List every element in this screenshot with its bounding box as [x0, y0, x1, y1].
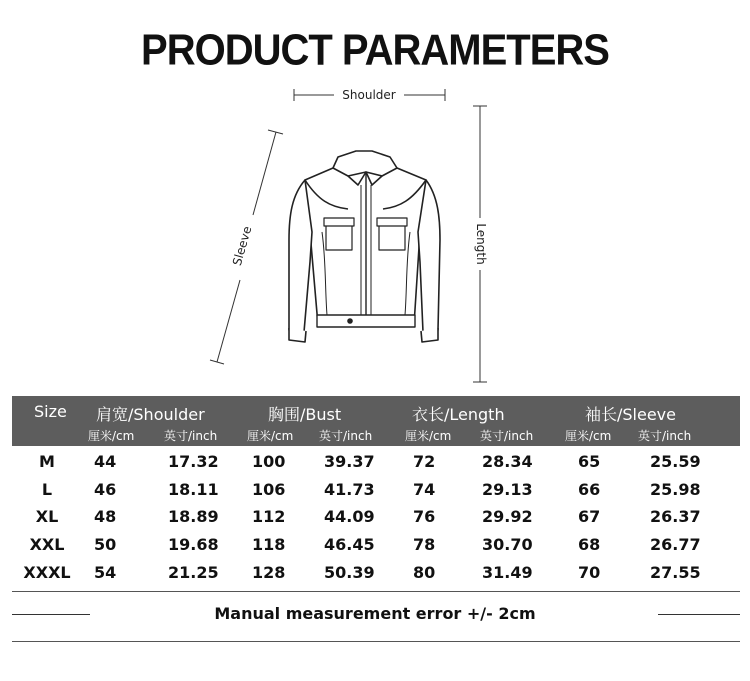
sleeve-header: 袖长/Sleeve — [585, 405, 676, 424]
bottom-divider — [12, 641, 740, 642]
value-cell: 80 — [413, 562, 436, 582]
value-cell: 39.37 — [324, 452, 375, 471]
size-cell: M — [39, 452, 55, 471]
value-cell: 100 — [252, 452, 286, 471]
value-cell: 26.37 — [650, 507, 701, 527]
value-cell: 48 — [94, 507, 117, 527]
sleeve-cm-header: 厘米/cm — [565, 429, 612, 443]
table-row — [12, 452, 740, 480]
table-row — [12, 507, 740, 535]
bust-inch-header: 英寸/inch — [319, 429, 373, 443]
size-cell: XXL — [29, 535, 65, 555]
table-row — [12, 563, 740, 591]
value-cell: 128 — [252, 562, 286, 582]
value-cell: 30.70 — [482, 535, 533, 555]
value-cell: 25.59 — [650, 452, 701, 471]
length-inch-header: 英寸/inch — [480, 429, 534, 443]
page-title: PRODUCT PARAMETERS — [141, 25, 609, 75]
shoulder-inch-header: 英寸/inch — [164, 429, 218, 443]
table-row — [12, 480, 740, 508]
jacket-illustration — [289, 151, 440, 342]
value-cell: 67 — [578, 507, 601, 527]
value-cell: 44 — [94, 452, 117, 471]
value-cell: 54 — [94, 562, 117, 582]
value-cell: 118 — [252, 535, 286, 555]
value-cell: 28.34 — [482, 452, 533, 471]
value-cell: 31.49 — [482, 562, 533, 582]
value-cell: 41.73 — [324, 479, 375, 499]
value-cell: 21.25 — [168, 562, 219, 582]
table-header — [12, 396, 740, 446]
table-bottom-divider — [12, 591, 740, 592]
shoulder-label: Shoulder — [342, 88, 396, 102]
value-cell: 65 — [578, 452, 601, 471]
value-cell: 72 — [413, 452, 436, 471]
measurement-note: Manual measurement error +/- 2cm — [214, 604, 536, 623]
value-cell: 74 — [413, 479, 436, 499]
value-cell: 29.13 — [482, 479, 533, 499]
shoulder-cm-header: 厘米/cm — [88, 429, 135, 443]
size-cell: XXXL — [23, 562, 71, 582]
value-cell: 66 — [578, 479, 601, 499]
value-cell: 27.55 — [650, 562, 701, 582]
value-cell: 25.98 — [650, 479, 701, 499]
value-cell: 26.77 — [650, 535, 701, 555]
value-cell: 18.89 — [168, 507, 219, 527]
value-cell: 70 — [578, 562, 601, 582]
size-cell: XL — [35, 507, 59, 527]
bust-header: 胸围/Bust — [268, 405, 342, 424]
value-cell: 68 — [578, 535, 601, 555]
length-header: 衣长/Length — [412, 405, 505, 424]
table-row — [12, 535, 740, 563]
value-cell: 18.11 — [168, 479, 219, 499]
size-header: Size — [34, 402, 67, 421]
value-cell: 44.09 — [324, 507, 375, 527]
size-cell: L — [41, 479, 53, 499]
value-cell: 106 — [252, 479, 286, 499]
value-cell: 19.68 — [168, 535, 219, 555]
value-cell: 46 — [94, 479, 117, 499]
value-cell: 112 — [252, 507, 286, 527]
value-cell: 46.45 — [324, 535, 375, 555]
sleeve-label: Sleeve — [229, 224, 255, 268]
length-label: Length — [474, 223, 488, 265]
value-cell: 76 — [413, 507, 436, 527]
bust-cm-header: 厘米/cm — [247, 429, 294, 443]
value-cell: 17.32 — [168, 452, 219, 471]
length-cm-header: 厘米/cm — [405, 429, 452, 443]
sleeve-inch-header: 英寸/inch — [638, 429, 692, 443]
value-cell: 50.39 — [324, 562, 375, 582]
value-cell: 29.92 — [482, 507, 533, 527]
shoulder-header: 肩宽/Shoulder — [96, 405, 205, 424]
value-cell: 78 — [413, 535, 436, 555]
value-cell: 50 — [94, 535, 117, 555]
